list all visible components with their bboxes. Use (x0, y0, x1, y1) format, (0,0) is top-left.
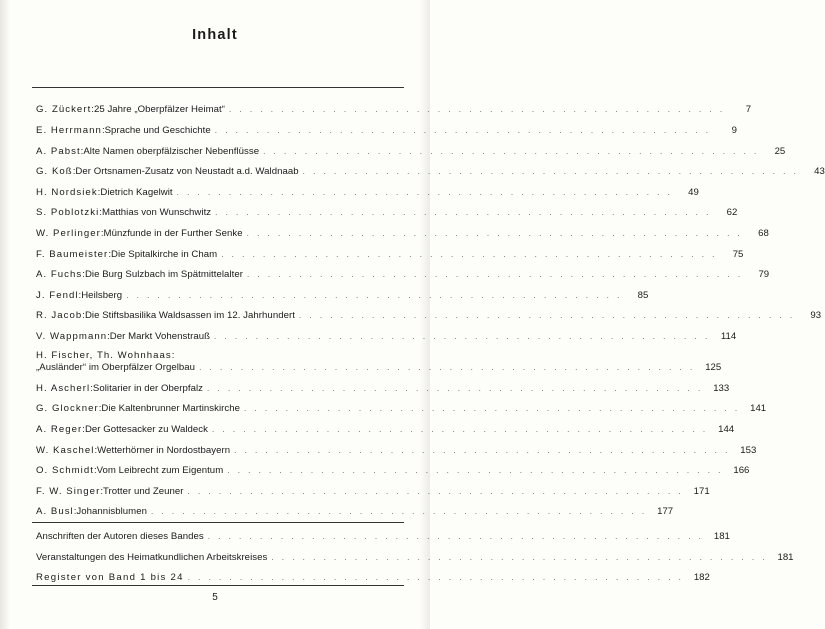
dot-leader: . . . . . . . . . . . . . . . . . . . . . . . . . . . . . . . . . . . . . . . . . . . . . . . . (246, 229, 743, 238)
entry-separator: : (73, 506, 77, 517)
toc-entry (36, 465, 750, 477)
entry-title: 25 Jahre „Oberpfälzer Heimat“ (93, 104, 225, 115)
entry-author: H. Fischer, Th. Wohnhaas: (36, 350, 176, 361)
appendix-title: Veranstaltungen des Heimatkundlichen Arbeitskreises (36, 552, 268, 563)
toc-entry (36, 125, 737, 137)
entry-author: S. Poblotzki (36, 207, 100, 218)
entry-separator: : (72, 166, 76, 177)
entry-author: V. Wappmann (36, 331, 108, 342)
entry-separator: : (101, 125, 105, 136)
dot-leader: . . . . . . . . . . . . . . . . . . . . . . . . . . . . . . . . . . . . . . . . . . . . . . . . (246, 270, 744, 279)
entry-page: 9 (731, 125, 737, 136)
entry-page: 93 (810, 310, 822, 321)
entry-author: W. Kaschel (36, 445, 95, 456)
appendix-entry (36, 531, 730, 543)
entry-separator: : (100, 228, 104, 239)
dot-leader: . . . . . . . . . . . . . . . . . . . . . . . . . . . . . . . . . . . . . . . . . . . . . . . . (151, 507, 648, 516)
entry-title: Die Kaltenbrunner Martinskirche (101, 403, 240, 414)
entry-separator: : (82, 424, 85, 435)
toc-entry (36, 104, 752, 116)
entry-page: 49 (688, 187, 699, 198)
entry-author: O. Schmidt (36, 465, 94, 476)
entry-separator: : (99, 207, 102, 218)
entry-page: 114 (720, 331, 737, 342)
entry-separator: : (82, 310, 85, 321)
dot-leader: . . . . . . . . . . . . . . . . . . . . . . . . . . . . . . . . . . . . . . . . . . . . . . . . (207, 532, 704, 541)
entry-author: H. Ascherl (36, 383, 91, 394)
dot-leader: . . . . . . . . . . . . . . . . . . . . . . . . . . . . . . . . . . . . . . . . . . . . . . . . (221, 250, 718, 259)
dot-leader: . . . . . . . . . . . . . . . . . . . . . . . . . . . . . . . . . . . . . . . . . . . . . . . . (215, 208, 712, 217)
entry-author: A. Pabst (36, 146, 81, 157)
top-rule (32, 87, 404, 88)
entry-title: Dietrich Kagelwit (100, 187, 173, 198)
page-number: 5 (212, 592, 218, 603)
entry-title: Die Spitalkirche in Cham (110, 249, 218, 260)
dot-leader: . . . . . . . . . . . . . . . . . . . . . . . . . . . . . . . . . . . . . . . . . . . . . . . . (227, 466, 724, 475)
entry-title: Trotter und Zeuner (103, 486, 184, 497)
entry-separator: : (80, 146, 84, 157)
appendix-rule (32, 522, 404, 523)
entry-separator: : (107, 331, 110, 342)
dot-leader: . . . . . . . . . . . . . . . . . . . . . . . . . . . . . . . . . . . . . . . . . . . . . . . . (263, 147, 760, 156)
entry-author: A. Busl (36, 506, 74, 517)
entry-page: 144 (718, 424, 735, 435)
entry-author: F. Baumeister (36, 249, 109, 260)
entry-separator: : (90, 383, 93, 394)
entry-author: R. Jacob (36, 310, 83, 321)
entry-title: Vom Leibrecht zum Eigentum (96, 465, 224, 476)
entry-page: 62 (726, 207, 738, 218)
entry-title: Johannisblumen (76, 506, 147, 517)
entry-separator: : (108, 249, 111, 260)
entry-title: Matthias von Wunschwitz (101, 207, 212, 218)
entry-separator: : (91, 104, 94, 115)
toc-entry (36, 445, 757, 457)
toc-entry (36, 403, 767, 415)
appendix-title: Register von Band 1 bis 24 (36, 572, 184, 583)
entry-page: 171 (693, 486, 710, 497)
entry-page: 141 (750, 403, 767, 414)
entry-title: Wetterhörner in Nordostbayern (97, 445, 231, 456)
entry-author: J. Fendl (36, 290, 79, 301)
toc-entry (36, 228, 769, 240)
toc-entry (36, 146, 786, 158)
entry-author: A. Fuchs (36, 269, 83, 280)
dot-leader: . . . . . . . . . . . . . . . . . . . . . . . . . . . . . . . . . . . . . . . . . . . . . . . . (244, 404, 741, 413)
toc-entry (36, 290, 649, 302)
entry-title: Der Gottesacker zu Waldeck (84, 424, 208, 435)
toc-entry (36, 187, 699, 199)
entry-author: G. Koß (36, 166, 73, 177)
entry-separator: : (98, 403, 102, 414)
dot-leader: . . . . . . . . . . . . . . . . . . . . . . . . . . . . . . . . . . . . . . . . . . . . . . . . (214, 126, 711, 135)
toc-entry (36, 486, 710, 498)
entry-author: H. Nordsiek (36, 187, 98, 198)
entry-author: W. Perlinger (36, 228, 101, 239)
dot-leader: . . . . . . . . . . . . . . . . . . . . . . . . . . . . . . . . . . . . . . . . . . . . . . . . (302, 167, 799, 176)
entry-page: 133 (713, 383, 730, 394)
entry-page: 75 (732, 249, 744, 260)
dot-leader: . . . . . . . . . . . . . . . . . . . . . . . . . . . . . . . . . . . . . . . . . . . . . . . . (234, 446, 731, 455)
entry-author: F. W. Singer (36, 486, 101, 497)
dot-leader: . . . . . . . . . . . . . . . . . . . . . . . . . . . . . . . . . . . . . . . . . . . . . . . . (214, 332, 711, 341)
dot-leader: . . . . . . . . . . . . . . . . . . . . . . . . . . . . . . . . . . . . . . . . . . . . . . . . (228, 105, 726, 114)
dot-leader: . . . . . . . . . . . . . . . . . . . . . . . . . . . . . . . . . . . . . . . . . . . . . . . . (126, 291, 623, 300)
dot-leader: . . . . . . . . . . . . . . . . . . . . . . . . . . . . . . . . . . . . . . . . . . . . . . . . (271, 553, 768, 562)
entry-author: A. Reger (36, 424, 83, 435)
entry-title: Solitarier in der Oberpfalz (92, 383, 204, 394)
entry-page: 68 (758, 228, 769, 239)
toc-entry (36, 207, 738, 219)
entry-separator: : (94, 445, 98, 456)
entry-title: Die Burg Sulzbach im Spätmittelalter (84, 269, 243, 280)
appendix-entry (36, 572, 710, 584)
entry-title: Alte Namen oberpfälzischer Nebenflüsse (83, 146, 260, 157)
entry-separator: : (82, 269, 85, 280)
entry-page: 166 (733, 465, 750, 476)
dot-leader: . . . . . . . . . . . . . . . . . . . . . . . . . . . . . . . . . . . . . . . . . . . . . . . . (298, 311, 796, 320)
entry-separator: : (97, 187, 101, 198)
entry-title: Der Markt Vohenstrauß (109, 331, 211, 342)
dot-leader: . . . . . . . . . . . . . . . . . . . . . . . . . . . . . . . . . . . . . . . . . . . . . . . . (187, 573, 684, 582)
entry-title: Heilsberg (81, 290, 123, 301)
entry-separator: : (93, 465, 97, 476)
dot-leader: . . . . . . . . . . . . . . . . . . . . . . . . . . . . . . . . . . . . . . . . . . . . . . . . (211, 425, 709, 434)
entry-title: Sprache und Geschichte (104, 125, 211, 136)
entry-page: 153 (740, 445, 757, 456)
toc-entry (36, 269, 770, 281)
entry-separator: : (78, 290, 82, 301)
dot-leader: . . . . . . . . . . . . . . . . . . . . . . . . . . . . . . . . . . . . . . . . . . . . . . . . (187, 487, 684, 496)
toc-entry (36, 166, 825, 178)
entry-page: 85 (637, 290, 649, 301)
toc-entry (36, 310, 822, 322)
dot-leader: . . . . . . . . . . . . . . . . . . . . . . . . . . . . . . . . . . . . . . . . . . . . . . . . (176, 188, 673, 197)
entry-separator: : (100, 486, 103, 497)
appendix-page: 181 (777, 552, 794, 563)
entry-page: 125 (705, 362, 722, 373)
appendix-entry (36, 552, 794, 564)
appendix-title: Anschriften der Autoren dieses Bandes (36, 531, 204, 542)
entry-author: G. Glockner (36, 403, 99, 414)
toc-entry (36, 383, 730, 395)
entry-page: 25 (774, 146, 786, 157)
entry-title: Münzfunde in der Further Senke (103, 228, 243, 239)
dot-leader: . . . . . . . . . . . . . . . . . . . . . . . . . . . . . . . . . . . . . . . . . . . . . . . . (199, 363, 696, 372)
entry-author: G. Zückert (36, 104, 92, 115)
appendix-page: 182 (693, 572, 710, 583)
toc-entry (36, 331, 737, 343)
appendix-page: 181 (713, 531, 730, 542)
entry-title: „Ausländer“ im Oberpfälzer Orgelbau (36, 362, 196, 373)
page-title: Inhalt (192, 27, 238, 43)
entry-title: Der Ortsnamen-Zusatz von Neustadt a.d. Waldnaab (75, 166, 299, 177)
bottom-rule (32, 585, 404, 586)
entry-page: 79 (758, 269, 770, 280)
entry-title: Die Stiftsbasilika Waldsassen im 12. Jahrhundert (84, 310, 295, 321)
entry-page: 7 (745, 104, 752, 115)
toc-entry (36, 350, 722, 374)
entry-author: E. Herrmann (36, 125, 102, 136)
toc-entry (36, 506, 674, 518)
entry-page: 43 (814, 166, 825, 177)
toc-entry (36, 424, 735, 436)
toc-entry (36, 249, 744, 261)
entry-page: 177 (657, 506, 674, 517)
dot-leader: . . . . . . . . . . . . . . . . . . . . . . . . . . . . . . . . . . . . . . . . . . . . . . . . (207, 384, 704, 393)
